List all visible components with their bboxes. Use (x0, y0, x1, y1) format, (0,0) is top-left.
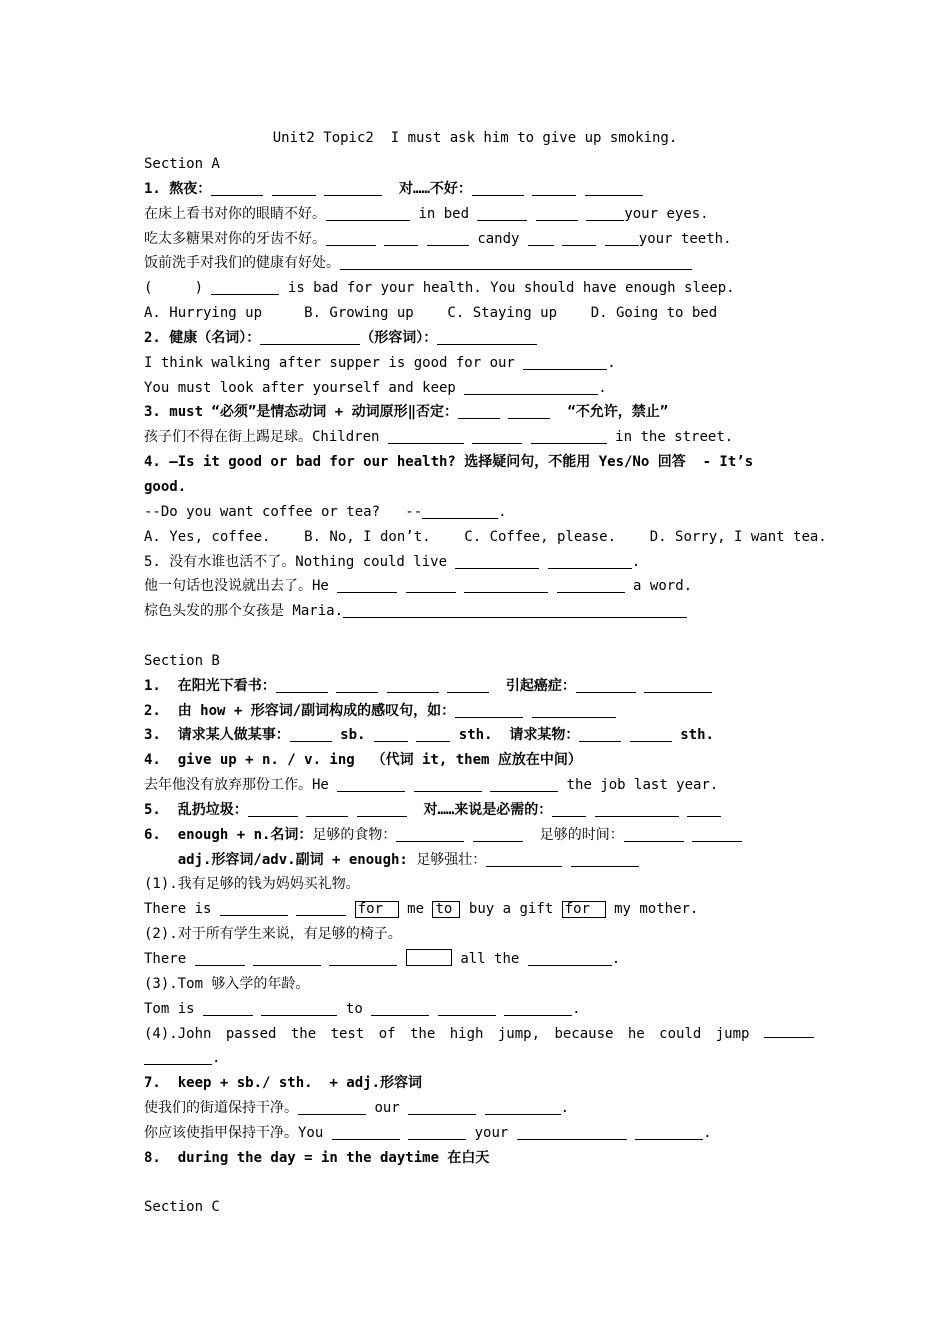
empty-box (406, 949, 452, 966)
boxed-for-2: for (562, 901, 606, 918)
page-title: Unit2 Topic2 I must ask him to give up smoking. (272, 130, 678, 146)
sa-q1: 1. 熬夜： 对……不好： (144, 177, 814, 202)
sa-q5-s1: 5. 没有水谁也活不了。Nothing could live . (144, 553, 641, 570)
worksheet-content (144, 152, 827, 1220)
sb-q6-line2: adj.形容词/adv.副词 + enough: 足够强壮： (144, 848, 814, 873)
sa-q4-options: A. Yes, coffee. B. No, I don’t. C. Coffee, please. D. Sorry, I want tea. (144, 528, 827, 545)
sb-q7: 7. keep + sb./ sth. + adj.形容词 (144, 1075, 423, 1092)
sa-q5-s3: 棕色头发的那个女孩是 Maria. (144, 599, 814, 624)
sa-q1-s2: 吃太多糖果对你的牙齿不好。 candy your teeth. (144, 230, 732, 247)
sb-q6-ex1: There is for me to buy a gift for my mother. (144, 901, 699, 918)
sb-q1: 1. 在阳光下看书： 引起癌症： (144, 674, 814, 699)
sa-q3-s1: 孩子们不得在街上踢足球。Children in the street. (144, 429, 734, 446)
boxed-to: to (432, 901, 460, 918)
sb-q6-ex2: There all the . (144, 951, 621, 967)
sb-q6-ex1-zh: (1).我有足够的钱为妈妈买礼物。 (144, 876, 360, 893)
section-c-heading: Section C (144, 1199, 220, 1216)
sb-q6: 6. enough + n.名词：足够的食物： 足够的时间： (144, 823, 814, 848)
sb-q4-s1: 去年他没有放弃那份工作。He the job last year. (144, 777, 719, 794)
sb-q6-ex4-cont: . (144, 1046, 814, 1071)
sa-q5-s2: 他一句话也没说就出去了。He a word. (144, 578, 693, 595)
sb-q6-ex4: (4).John passed the test of the high jump, because he could jump (144, 1022, 814, 1047)
sa-q2: 2. 健康（名词）： （形容词）： (144, 326, 814, 351)
boxed-for-1: for (355, 901, 399, 918)
sa-q1-mc: ( ) is bad for your health. You should have enough sleep. (144, 280, 735, 297)
sa-q4-line2: good. (144, 478, 187, 495)
sb-q4: 4. give up + n. / v. ing （代词 it, them 应放在中间） (144, 752, 582, 769)
sb-q6-ex3: Tom is to . (144, 1000, 581, 1017)
sa-q2-s1: I think walking after supper is good for our . (144, 354, 616, 371)
sb-q6-ex2-zh: (2).对于所有学生来说，有足够的椅子。 (144, 926, 402, 943)
section-a-heading: Section A (144, 156, 220, 172)
sb-q7-s1: 使我们的街道保持干净。 our . (144, 1100, 570, 1117)
sa-q2-s2: You must look after yourself and keep . (144, 379, 607, 396)
sa-q3: 3. must “必须”是情态动词 + 动词原形‖否定： “不允许，禁止” (144, 404, 669, 421)
sa-q1-s3: 饭前洗手对我们的健康有好处。 (144, 251, 814, 276)
sa-q4-line1: 4. —Is it good or bad for our health? 选择疑问句，不能用 Yes/No 回答 - It’s (144, 454, 754, 471)
sa-q4-s1: --Do you want coffee or tea? -- . (144, 503, 507, 520)
sb-q8: 8. during the day = in the daytime 在白天 (144, 1149, 490, 1166)
section-b-heading: Section B (144, 652, 220, 669)
sb-q7-s2: 你应该使指甲保持干净。You your . (144, 1124, 712, 1141)
sb-q5: 5. 乱扔垃圾： 对……来说是必需的： (144, 798, 814, 823)
sa-q1-s1: 在床上看书对你的眼睛不好。 in bed your eyes. (144, 205, 709, 222)
sa-q1-options: A. Hurrying up B. Growing up C. Staying up D. Going to bed (144, 305, 718, 322)
sb-q6-ex3-zh: (3).Tom 够入学的年龄。 (144, 975, 310, 992)
sb-q3: 3. 请求某人做某事： sb. sth. 请求某物： sth. (144, 727, 714, 744)
sb-q2: 2. 由 how + 形容词/副词构成的感叹句，如： (144, 699, 814, 724)
